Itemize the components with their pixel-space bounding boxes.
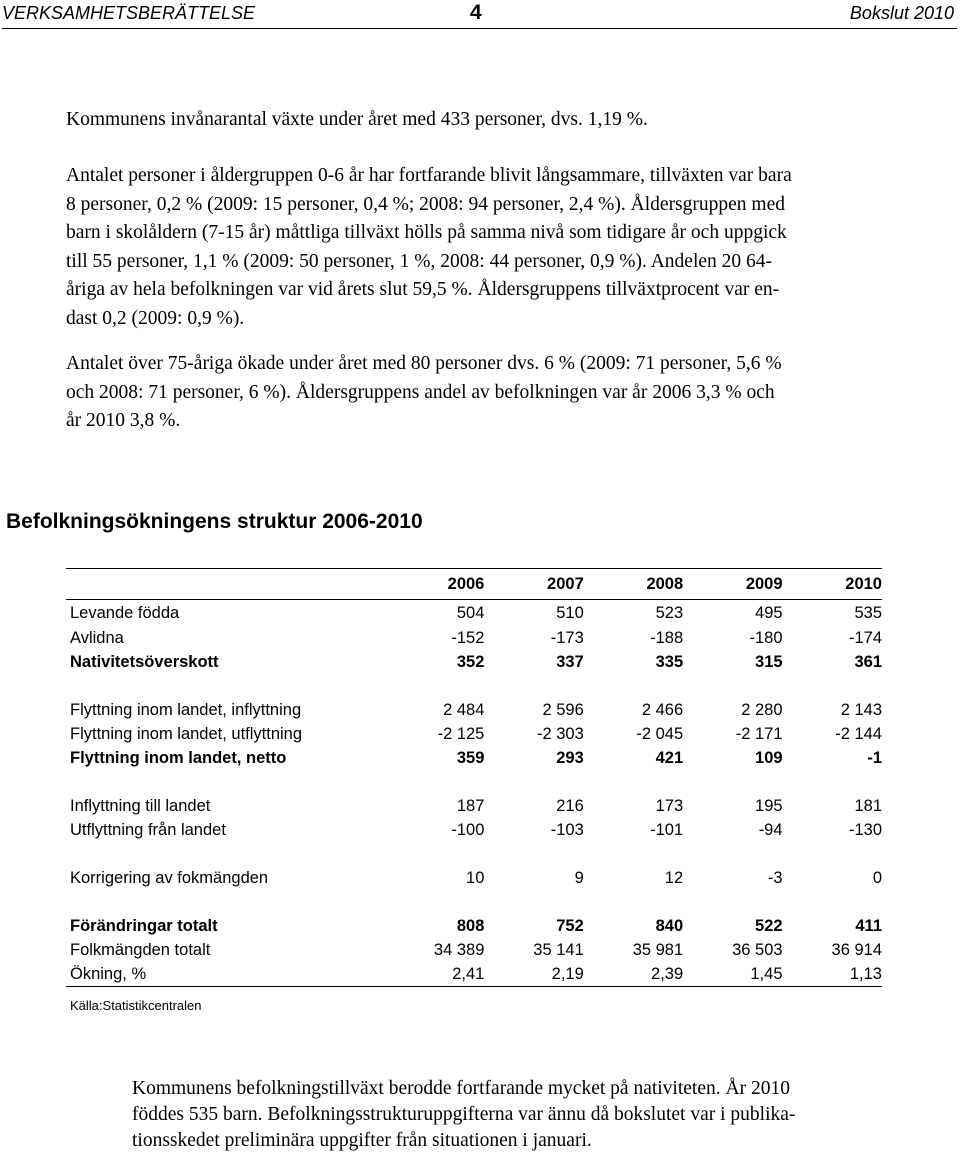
paragraph-age-groups: [66, 162, 926, 333]
table-cell: 411: [855, 916, 882, 935]
row-label: Ökning, %: [66, 962, 385, 987]
table-cell: -173: [550, 628, 584, 647]
row-label: Levande födda: [70, 603, 180, 622]
table-cell: 187: [456, 796, 485, 815]
table-cell: -152: [451, 628, 485, 647]
table-cell: 34 389: [433, 940, 485, 959]
section-title: Befolkningsökningens struktur 2006-2010: [6, 510, 423, 533]
text-line: åriga av hela befolkningen var vid årets slut 59,5 %. Åldersgruppens tillväxtprocent var en-: [66, 279, 780, 300]
table-cell: 421: [655, 748, 684, 767]
table-cell: 1,45: [683, 962, 782, 987]
table-cell: 504: [456, 603, 485, 622]
table-cell: 10: [466, 868, 485, 887]
column-header: 2009: [683, 569, 782, 600]
text-line: föddes 535 barn. Befolkningsstrukturuppgifterna var ännu då bokslutet var i publika-: [132, 1104, 796, 1125]
table-row: [66, 962, 882, 987]
text-line: Kommunens befolkningstillväxt berodde fortfarande mycket på nativiteten. År 2010: [132, 1078, 790, 1099]
column-header: 2007: [484, 569, 583, 600]
table-cell: 337: [556, 652, 584, 671]
table-spacer-row: [66, 674, 882, 698]
table-cell: 12: [664, 868, 684, 887]
table-cell: 2 484: [443, 700, 485, 719]
table-cell: 2 466: [641, 700, 684, 719]
text-line: 8 personer, 0,2 % (2009: 15 personer, 0,4 %; 2008: 94 personer, 2,4 %). Åldersgruppen med: [66, 193, 785, 215]
population-structure-table: [66, 568, 882, 987]
text-line: och 2008: 71 personer, 6 %). Åldersgruppens andel av befolkningen var år 2006 3,3 % och: [66, 381, 775, 403]
table-row: [66, 600, 882, 627]
table-cell: -2 303: [536, 724, 584, 743]
table-cell: -174: [848, 628, 882, 647]
column-header: 2010: [783, 569, 882, 600]
text-line: dast 0,2 (2009: 0,9 %).: [66, 307, 245, 329]
table-cell: -2 144: [835, 724, 882, 743]
table-cell: 2,39: [584, 962, 683, 987]
table-row: [66, 650, 882, 674]
row-label: Avlidna: [70, 628, 124, 647]
table-cell: -94: [758, 820, 783, 839]
column-header: 2008: [584, 569, 683, 600]
text-line: Kommunens invånarantal växte under året med 433 personer, dvs. 1,19 %.: [66, 109, 648, 130]
table-cell: 2,19: [484, 962, 583, 987]
table-row: [66, 626, 882, 650]
table-spacer-row: [66, 890, 882, 914]
table-cell: 361: [854, 652, 882, 671]
table-cell: 35 141: [533, 940, 584, 959]
paragraph-elderly: [66, 350, 926, 436]
row-label: Folkmängden totalt: [70, 940, 211, 959]
report-subtitle: Bokslut 2010: [849, 3, 954, 23]
table-cell: 523: [655, 603, 684, 622]
table-row: [66, 698, 882, 722]
table-cell: 35 981: [632, 940, 684, 959]
row-label: Flyttning inom landet, netto: [70, 748, 287, 767]
table-cell: 2,41: [385, 962, 484, 987]
table-cell: -1: [867, 748, 882, 767]
text-line: tionsskedet preliminära uppgifter från situationen i januari.: [132, 1130, 592, 1151]
table-cell: 216: [556, 796, 584, 815]
table-cell: 808: [456, 916, 485, 935]
table-cell: -180: [749, 628, 783, 647]
table-cell: -2 045: [636, 724, 684, 743]
table-cell: 195: [755, 796, 783, 815]
report-title: VERKSAMHETSBERÄTTELSE: [2, 3, 256, 23]
table-cell: -101: [650, 820, 684, 839]
table-row: [66, 722, 882, 746]
table-cell: 2 280: [741, 700, 783, 719]
table-source-note: Källa:Statistikcentralen: [70, 998, 202, 1013]
table-header-blank: [66, 569, 385, 600]
paragraph-population-growth: [66, 106, 926, 135]
table-cell: 36 503: [732, 940, 783, 959]
table-cell: 522: [755, 916, 783, 935]
text-line: år 2010 3,8 %.: [66, 410, 181, 431]
page-header: [2, 0, 957, 29]
table-cell: 2 143: [840, 700, 882, 719]
column-header: 2006: [385, 569, 484, 600]
row-label: Utflyttning från landet: [70, 820, 226, 839]
table-cell: 495: [755, 603, 783, 622]
table-cell: 840: [655, 916, 684, 935]
table-cell: 0: [872, 868, 882, 887]
table-cell: 510: [556, 603, 584, 622]
table-cell: 315: [755, 652, 783, 671]
text-line: till 55 personer, 1,1 % (2009: 50 personer, 1 %, 2008: 44 personer, 0,9 %). Andelen 20 64-: [66, 250, 773, 272]
table-cell: 535: [854, 603, 882, 622]
text-line: Antalet över 75-åriga ökade under året med 80 personer dvs. 6 % (2009: 71 personer, 5,6 %: [66, 353, 782, 374]
table-cell: -188: [650, 628, 684, 647]
table-cell: -2 171: [735, 724, 783, 743]
table-header-row: [66, 569, 882, 600]
row-label: Inflyttning till landet: [70, 796, 211, 815]
row-label: Förändringar totalt: [70, 916, 218, 935]
table-row: [66, 746, 882, 770]
row-label: Flyttning inom landet, utflyttning: [70, 724, 303, 743]
table-cell: 173: [655, 796, 684, 815]
table-row: [66, 914, 882, 938]
table-row: [66, 818, 882, 842]
table-cell: -103: [550, 820, 584, 839]
table-cell: 352: [456, 652, 485, 671]
table-cell: 36 914: [831, 940, 882, 959]
table-cell: -2 125: [437, 724, 485, 743]
table-cell: 293: [556, 748, 584, 767]
table-cell: -3: [767, 868, 783, 887]
table-cell: 2 596: [542, 700, 584, 719]
row-label: Nativitetsöverskott: [70, 652, 219, 671]
table-cell: 109: [755, 748, 783, 767]
table-row: [66, 794, 882, 818]
table-cell: -100: [451, 820, 485, 839]
table-cell: 335: [655, 652, 684, 671]
row-label: Flyttning inom landet, inflyttning: [70, 700, 302, 719]
table-cell: -130: [848, 820, 882, 839]
table-cell: 181: [854, 796, 882, 815]
table-row: [66, 866, 882, 890]
table-spacer-row: [66, 842, 882, 866]
text-line: Antalet personer i åldergruppen 0-6 år har fortfarande blivit långsammare, tillväxten var bara: [66, 165, 792, 186]
page-number: 4: [470, 1, 482, 24]
row-label: Korrigering av fokmängden: [70, 868, 269, 887]
table-cell: 9: [574, 868, 584, 887]
table-cell: 1,13: [783, 962, 882, 987]
table-row: [66, 938, 882, 962]
table-cell: 359: [456, 748, 485, 767]
text-line: barn i skolåldern (7-15 år) måttliga tillväxt hölls på samma nivå som tidigare år och uppgick: [66, 222, 787, 243]
table-spacer-row: [66, 770, 882, 794]
table-cell: 752: [556, 916, 584, 935]
paragraph-birth-rate: [132, 1076, 952, 1154]
